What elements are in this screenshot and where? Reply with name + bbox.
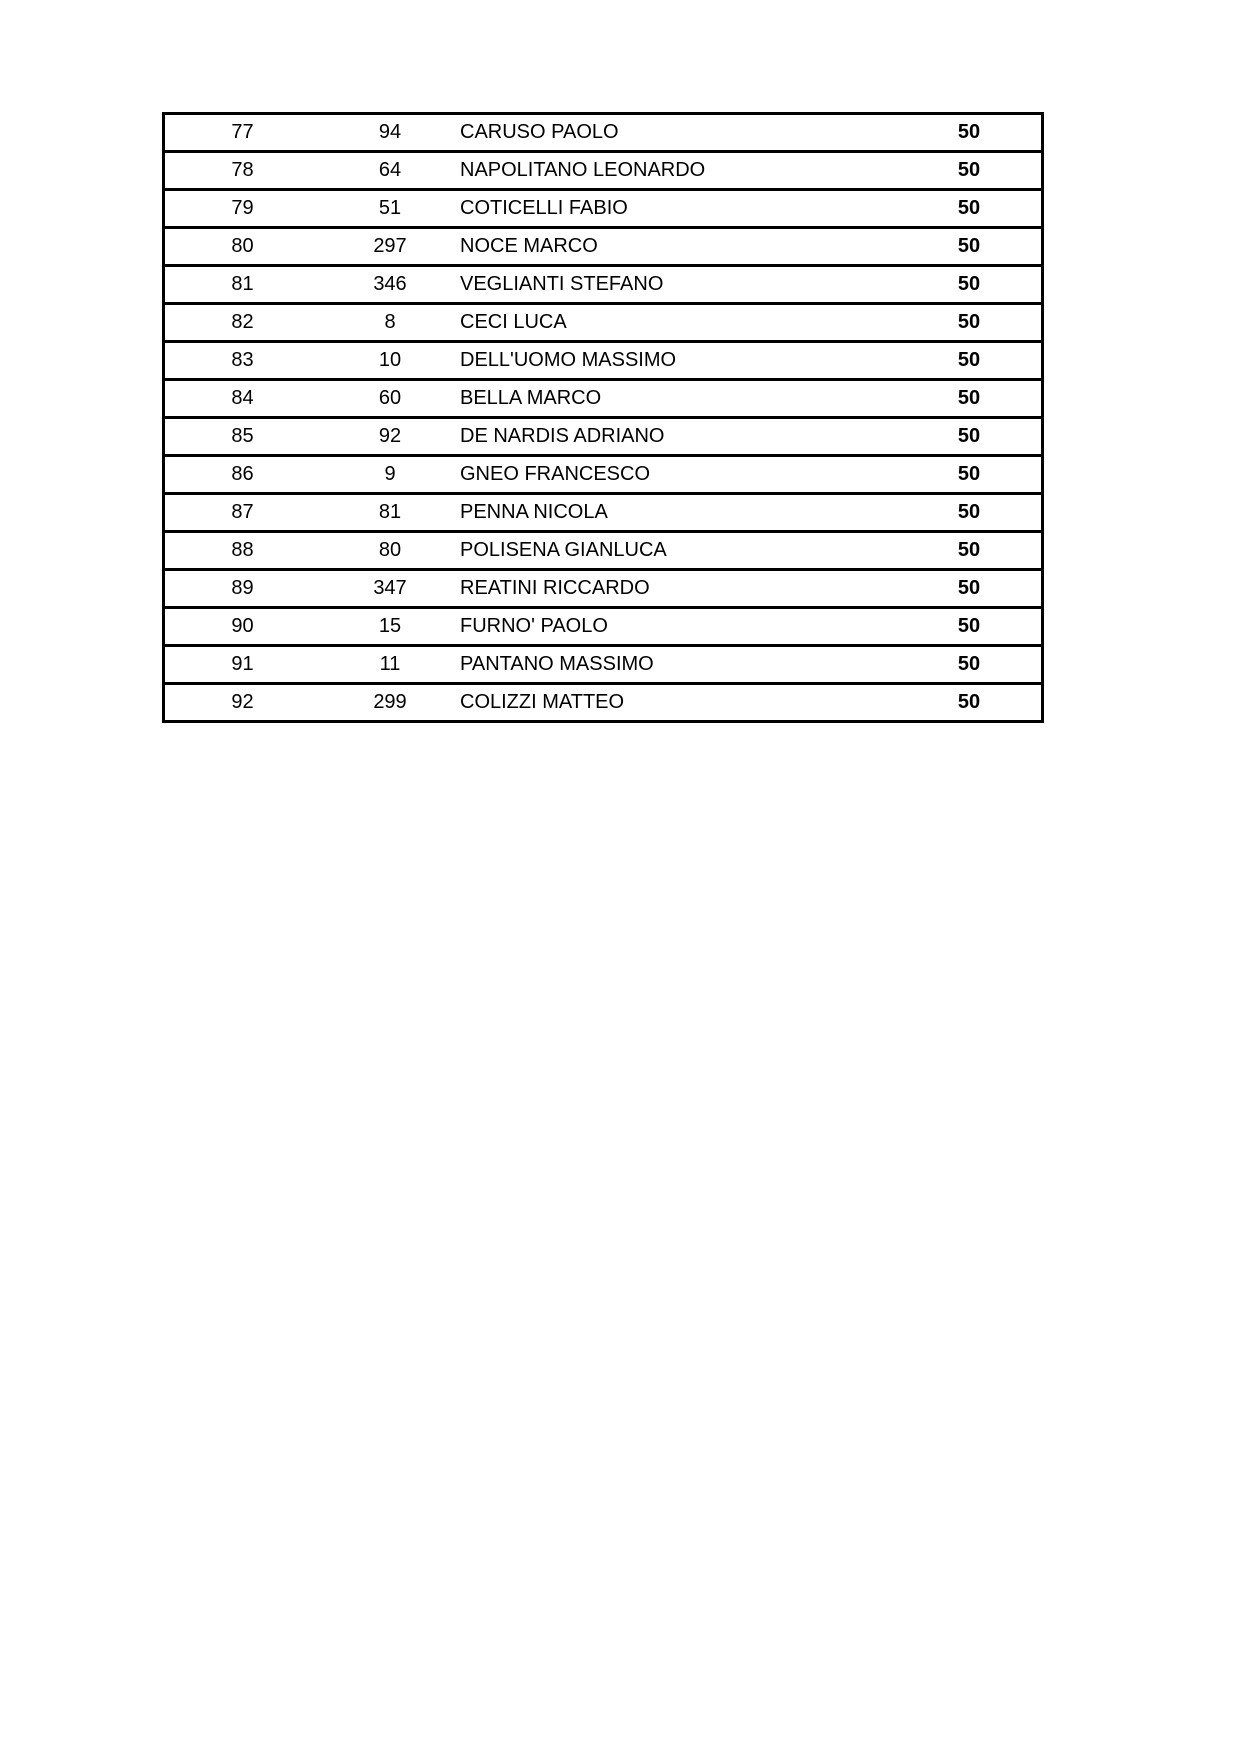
points-cell: 50 <box>897 152 1043 190</box>
bib-cell: 9 <box>320 456 460 494</box>
points-cell: 50 <box>897 228 1043 266</box>
table-row <box>164 380 1043 418</box>
table-row <box>164 342 1043 380</box>
position-cell: 92 <box>164 684 321 722</box>
table-row <box>164 190 1043 228</box>
position-cell: 91 <box>164 646 321 684</box>
table-row <box>164 418 1043 456</box>
points-cell: 50 <box>897 646 1043 684</box>
position-cell: 85 <box>164 418 321 456</box>
table-row <box>164 228 1043 266</box>
table-row <box>164 532 1043 570</box>
points-cell: 50 <box>897 380 1043 418</box>
points-cell: 50 <box>897 608 1043 646</box>
results-table-container <box>162 112 1044 723</box>
position-cell: 79 <box>164 190 321 228</box>
bib-cell: 297 <box>320 228 460 266</box>
points-cell: 50 <box>897 342 1043 380</box>
name-cell: GNEO FRANCESCO <box>460 456 897 494</box>
table-row <box>164 114 1043 152</box>
table-row <box>164 456 1043 494</box>
name-cell: FURNO' PAOLO <box>460 608 897 646</box>
name-cell: NAPOLITANO LEONARDO <box>460 152 897 190</box>
bib-cell: 94 <box>320 114 460 152</box>
table-row <box>164 494 1043 532</box>
points-cell: 50 <box>897 190 1043 228</box>
name-cell: PANTANO MASSIMO <box>460 646 897 684</box>
name-cell: NOCE MARCO <box>460 228 897 266</box>
bib-cell: 11 <box>320 646 460 684</box>
name-cell: CECI LUCA <box>460 304 897 342</box>
position-cell: 83 <box>164 342 321 380</box>
position-cell: 77 <box>164 114 321 152</box>
name-cell: DE NARDIS ADRIANO <box>460 418 897 456</box>
bib-cell: 10 <box>320 342 460 380</box>
bib-cell: 92 <box>320 418 460 456</box>
name-cell: CARUSO PAOLO <box>460 114 897 152</box>
points-cell: 50 <box>897 570 1043 608</box>
position-cell: 84 <box>164 380 321 418</box>
name-cell: VEGLIANTI STEFANO <box>460 266 897 304</box>
position-cell: 88 <box>164 532 321 570</box>
bib-cell: 80 <box>320 532 460 570</box>
bib-cell: 51 <box>320 190 460 228</box>
points-cell: 50 <box>897 266 1043 304</box>
bib-cell: 15 <box>320 608 460 646</box>
name-cell: PENNA NICOLA <box>460 494 897 532</box>
points-cell: 50 <box>897 494 1043 532</box>
position-cell: 89 <box>164 570 321 608</box>
points-cell: 50 <box>897 532 1043 570</box>
name-cell: COLIZZI MATTEO <box>460 684 897 722</box>
name-cell: COTICELLI FABIO <box>460 190 897 228</box>
position-cell: 82 <box>164 304 321 342</box>
position-cell: 81 <box>164 266 321 304</box>
bib-cell: 64 <box>320 152 460 190</box>
table-row <box>164 570 1043 608</box>
position-cell: 87 <box>164 494 321 532</box>
position-cell: 90 <box>164 608 321 646</box>
table-row <box>164 266 1043 304</box>
bib-cell: 299 <box>320 684 460 722</box>
points-cell: 50 <box>897 684 1043 722</box>
name-cell: BELLA MARCO <box>460 380 897 418</box>
name-cell: REATINI RICCARDO <box>460 570 897 608</box>
position-cell: 86 <box>164 456 321 494</box>
bib-cell: 347 <box>320 570 460 608</box>
points-cell: 50 <box>897 456 1043 494</box>
results-table <box>162 112 1044 723</box>
points-cell: 50 <box>897 418 1043 456</box>
table-row <box>164 152 1043 190</box>
points-cell: 50 <box>897 114 1043 152</box>
bib-cell: 346 <box>320 266 460 304</box>
results-table-body <box>164 114 1043 722</box>
bib-cell: 81 <box>320 494 460 532</box>
table-row <box>164 608 1043 646</box>
table-row <box>164 646 1043 684</box>
bib-cell: 8 <box>320 304 460 342</box>
points-cell: 50 <box>897 304 1043 342</box>
name-cell: DELL'UOMO MASSIMO <box>460 342 897 380</box>
position-cell: 80 <box>164 228 321 266</box>
name-cell: POLISENA GIANLUCA <box>460 532 897 570</box>
table-row <box>164 304 1043 342</box>
position-cell: 78 <box>164 152 321 190</box>
bib-cell: 60 <box>320 380 460 418</box>
table-row <box>164 684 1043 722</box>
